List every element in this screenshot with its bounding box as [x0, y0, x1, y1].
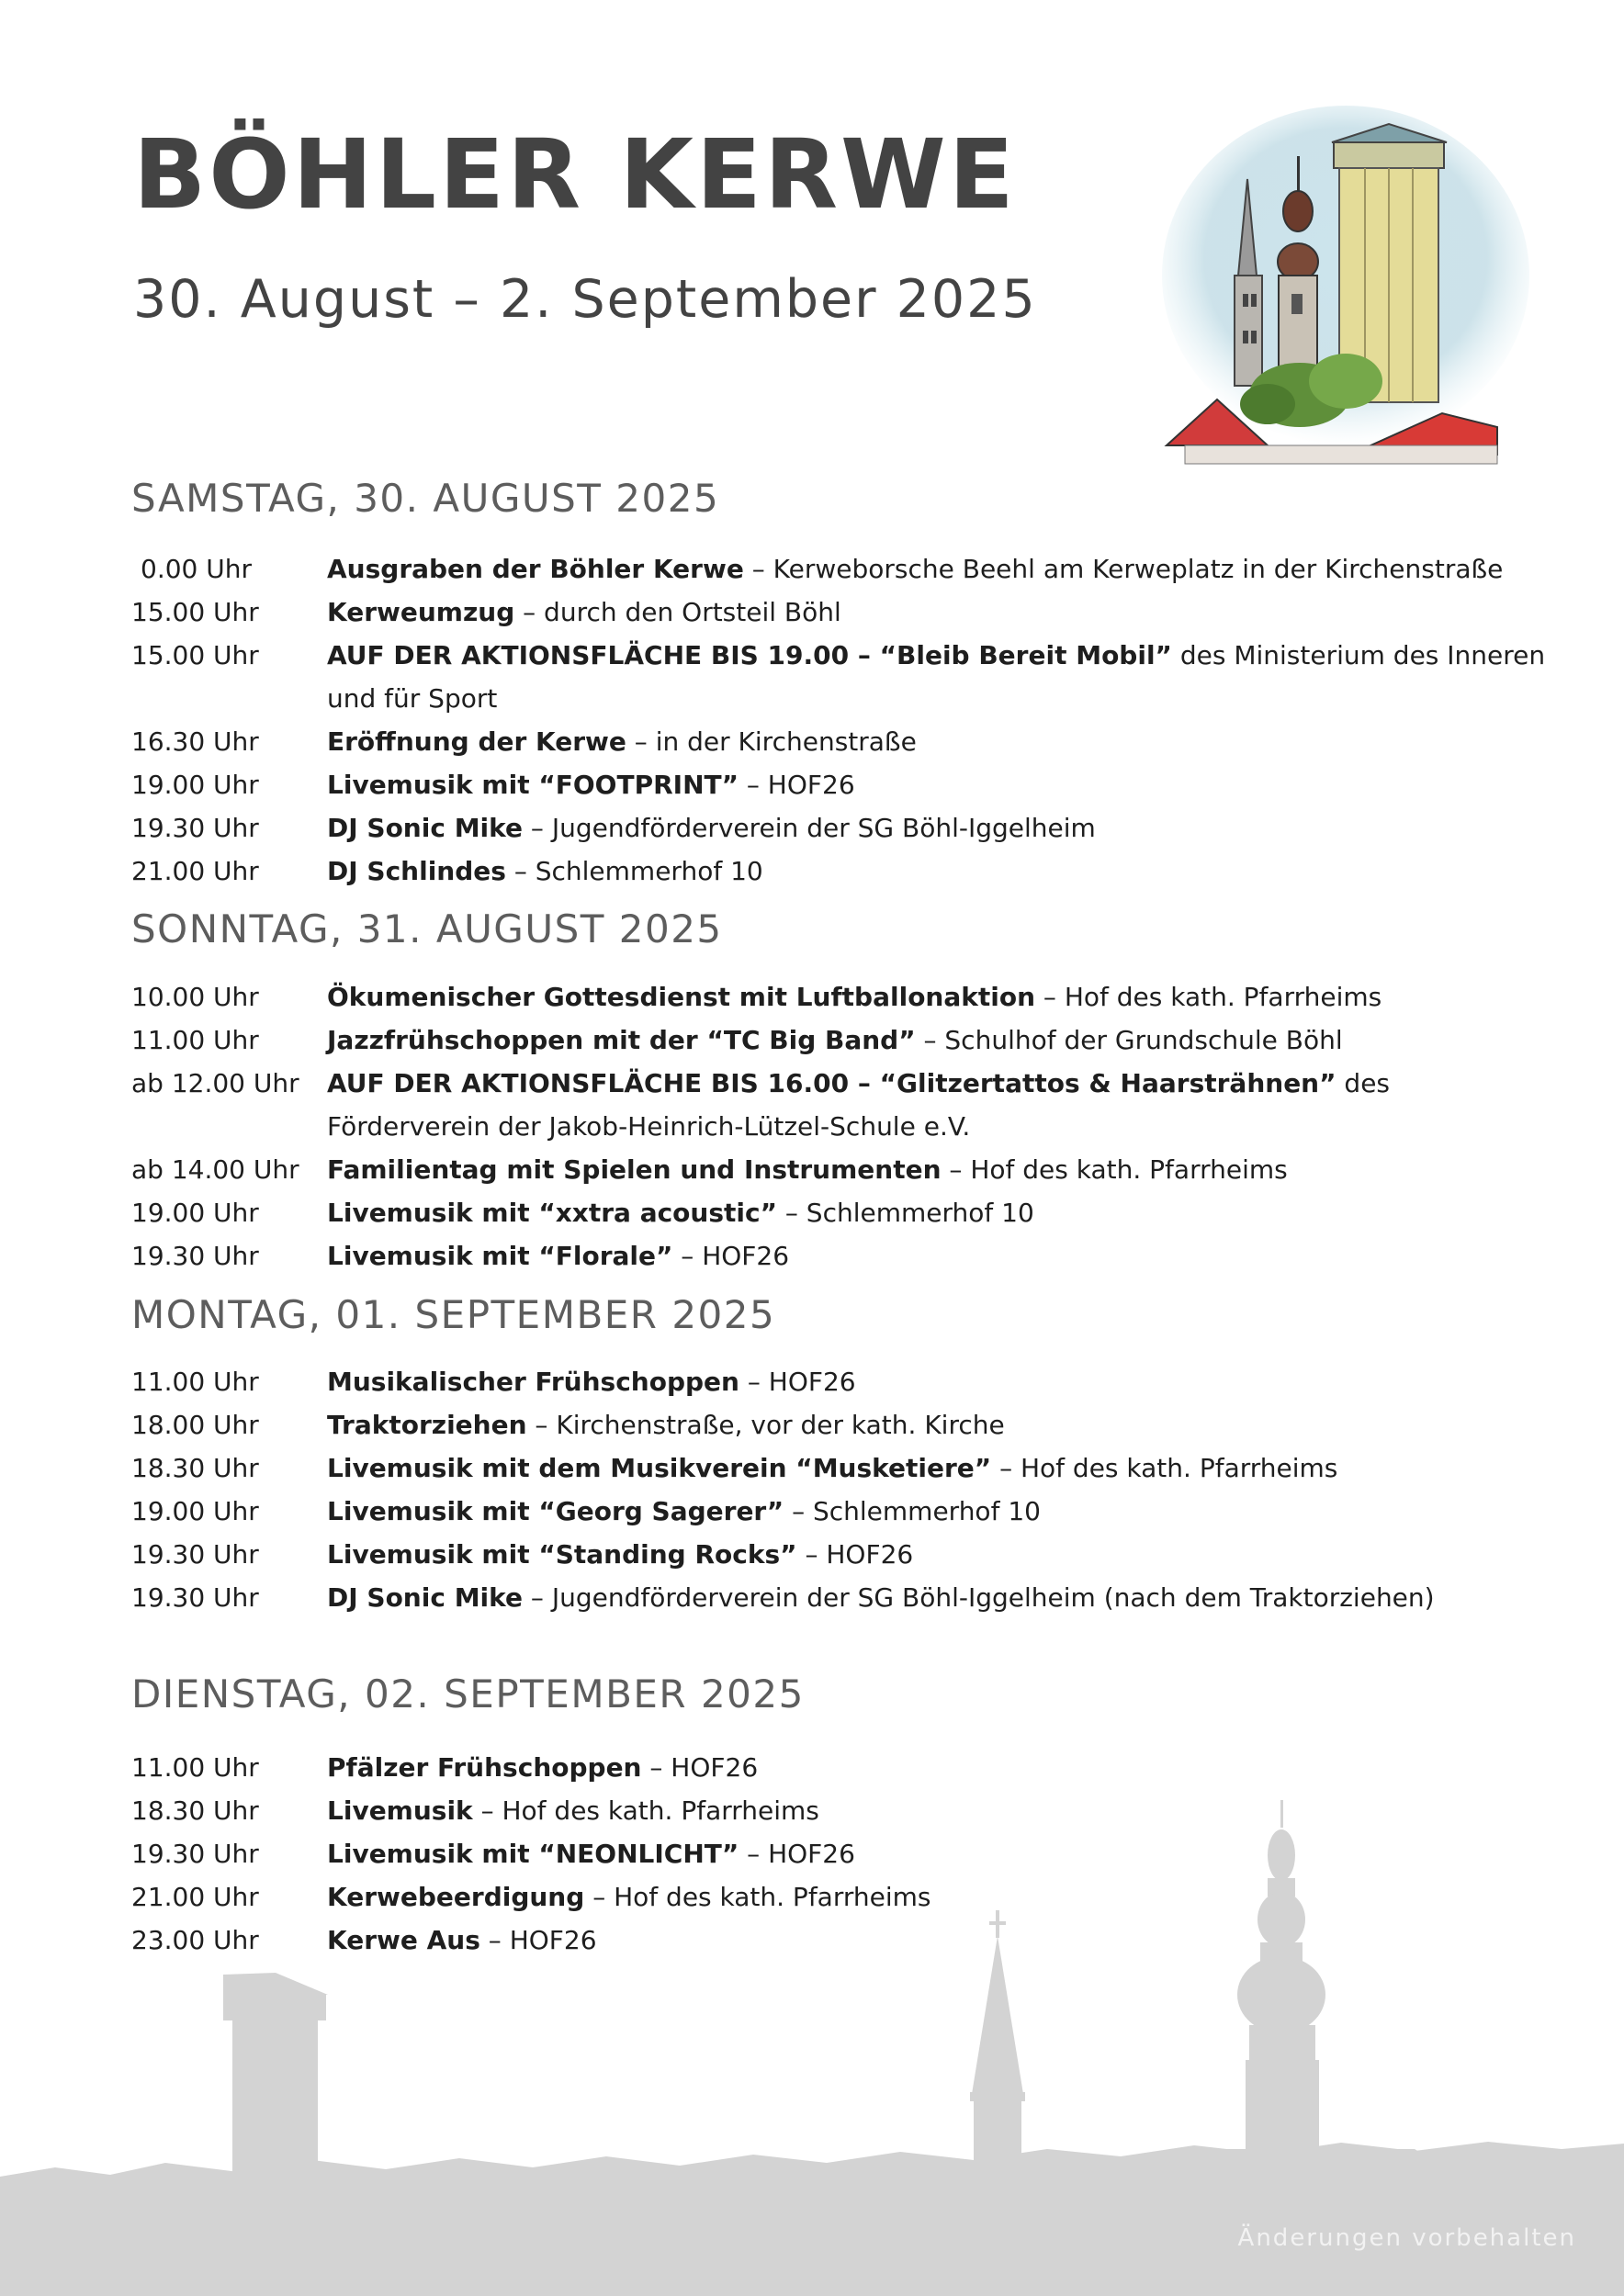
event-time: ab 12.00 Uhr [131, 1068, 299, 1098]
event-description: DJ Sonic Mike – Jugendförderverein der SG Böhl-Iggelheim (nach dem Traktorziehen) [327, 1582, 1435, 1613]
event-time: 11.00 Uhr [131, 1367, 259, 1397]
events-sunday [131, 975, 1546, 1277]
event-time: 15.00 Uhr [131, 640, 259, 670]
event-time: 18.00 Uhr [131, 1410, 259, 1440]
event-row [131, 720, 1546, 763]
event-time: 19.00 Uhr [131, 1198, 259, 1228]
event-description: Ausgraben der Böhler Kerwe – Kerweborsche Beehl am Kerweplatz in der Kirchenstraße [327, 554, 1504, 584]
event-row [131, 1746, 1546, 1789]
event-row [131, 547, 1546, 591]
event-row [131, 634, 1546, 720]
event-description: DJ Sonic Mike – Jugendförderverein der SG Böhl-Iggelheim [327, 813, 1096, 843]
town-skyline-silhouette-icon [0, 1791, 1624, 2296]
event-description: DJ Schlindes – Schlemmerhof 10 [327, 856, 763, 886]
day-heading-monday: MONTAG, 01. SEPTEMBER 2025 [131, 1292, 776, 1337]
event-time: 19.30 Uhr [131, 813, 259, 843]
day-heading-tuesday: DIENSTAG, 02. SEPTEMBER 2025 [131, 1671, 805, 1716]
event-row [131, 806, 1546, 850]
date-range: 30. August – 2. September 2025 [133, 269, 1037, 330]
event-time: 19.00 Uhr [131, 1496, 259, 1526]
event-time: 19.30 Uhr [131, 1582, 259, 1613]
event-row [131, 1148, 1546, 1191]
event-description: Kerweumzug – durch den Ortsteil Böhl [327, 597, 841, 627]
event-time: 19.30 Uhr [131, 1241, 259, 1271]
event-time: 15.00 Uhr [131, 597, 259, 627]
event-description: Pfälzer Frühschoppen – HOF26 [327, 1752, 759, 1783]
event-row [131, 1403, 1546, 1446]
event-description: Livemusik mit “Standing Rocks” – HOF26 [327, 1539, 914, 1570]
event-time: 16.30 Uhr [131, 726, 259, 757]
event-row [131, 1576, 1546, 1619]
event-row [131, 1062, 1546, 1148]
event-time: 19.30 Uhr [131, 1839, 259, 1869]
event-row [131, 1019, 1546, 1062]
event-description: Livemusik mit “FOOTPRINT” – HOF26 [327, 770, 855, 800]
event-row [131, 1490, 1546, 1533]
event-time: 11.00 Uhr [131, 1752, 259, 1783]
event-row [131, 1234, 1546, 1277]
event-description: Kerwe Aus – HOF26 [327, 1925, 597, 1955]
event-description: Jazzfrühschoppen mit der “TC Big Band” – Schulhof der Grundschule Böhl [327, 1025, 1343, 1055]
day-heading-sunday: SONNTAG, 31. AUGUST 2025 [131, 906, 723, 951]
footer-note: Änderungen vorbehalten [1237, 2224, 1576, 2252]
event-description: AUF DER AKTIONSFLÄCHE BIS 16.00 – “Glitzertattos & Haarsträhnen” des Förderverein der Jakob-Heinrich-Lützel-Schule e.V. [327, 1068, 1391, 1142]
event-description: Livemusik mit “xxtra acoustic” – Schlemmerhof 10 [327, 1198, 1034, 1228]
event-time: 21.00 Uhr [131, 1882, 259, 1912]
event-time: 0.00 Uhr [141, 554, 252, 584]
church-towers-watercolor-icon [1148, 92, 1534, 505]
event-description: Livemusik – Hof des kath. Pfarrheims [327, 1795, 819, 1826]
event-description: Ökumenischer Gottesdienst mit Luftballonaktion – Hof des kath. Pfarrheims [327, 982, 1382, 1012]
event-row [131, 1360, 1546, 1403]
event-time: 10.00 Uhr [131, 982, 259, 1012]
event-description: Livemusik mit “NEONLICHT” – HOF26 [327, 1839, 855, 1869]
event-time: 23.00 Uhr [131, 1925, 259, 1955]
event-row [131, 763, 1546, 806]
event-row [131, 850, 1546, 893]
event-row [131, 975, 1546, 1019]
event-time: 19.00 Uhr [131, 770, 259, 800]
event-time: 19.30 Uhr [131, 1539, 259, 1570]
event-description: Musikalischer Frühschoppen – HOF26 [327, 1367, 856, 1397]
event-description: Livemusik mit “Georg Sagerer” – Schlemmerhof 10 [327, 1496, 1041, 1526]
event-description: Familientag mit Spielen und Instrumenten – Hof des kath. Pfarrheims [327, 1154, 1288, 1185]
event-description: Traktorziehen – Kirchenstraße, vor der kath. Kirche [327, 1410, 1005, 1440]
event-row [131, 1191, 1546, 1234]
event-description: Livemusik mit “Florale” – HOF26 [327, 1241, 790, 1271]
event-time: 11.00 Uhr [131, 1025, 259, 1055]
event-time: 21.00 Uhr [131, 856, 259, 886]
event-row [131, 591, 1546, 634]
event-description: Kerwebeerdigung – Hof des kath. Pfarrheims [327, 1882, 931, 1912]
day-heading-saturday: SAMSTAG, 30. AUGUST 2025 [131, 476, 720, 521]
event-description: AUF DER AKTIONSFLÄCHE BIS 19.00 – “Bleib Bereit Mobil” des Ministerium des Inneren und für Sport [327, 640, 1546, 714]
event-description: Livemusik mit dem Musikverein “Musketiere” – Hof des kath. Pfarrheims [327, 1453, 1338, 1483]
event-row [131, 1533, 1546, 1576]
event-time: 18.30 Uhr [131, 1453, 259, 1483]
event-description: Eröffnung der Kerwe – in der Kirchenstraße [327, 726, 917, 757]
event-time: 18.30 Uhr [131, 1795, 259, 1826]
event-time: ab 14.00 Uhr [131, 1154, 299, 1185]
events-monday [131, 1360, 1546, 1619]
page-title: BÖHLER KERWE [133, 118, 1017, 231]
event-row [131, 1446, 1546, 1490]
events-saturday [131, 547, 1546, 893]
